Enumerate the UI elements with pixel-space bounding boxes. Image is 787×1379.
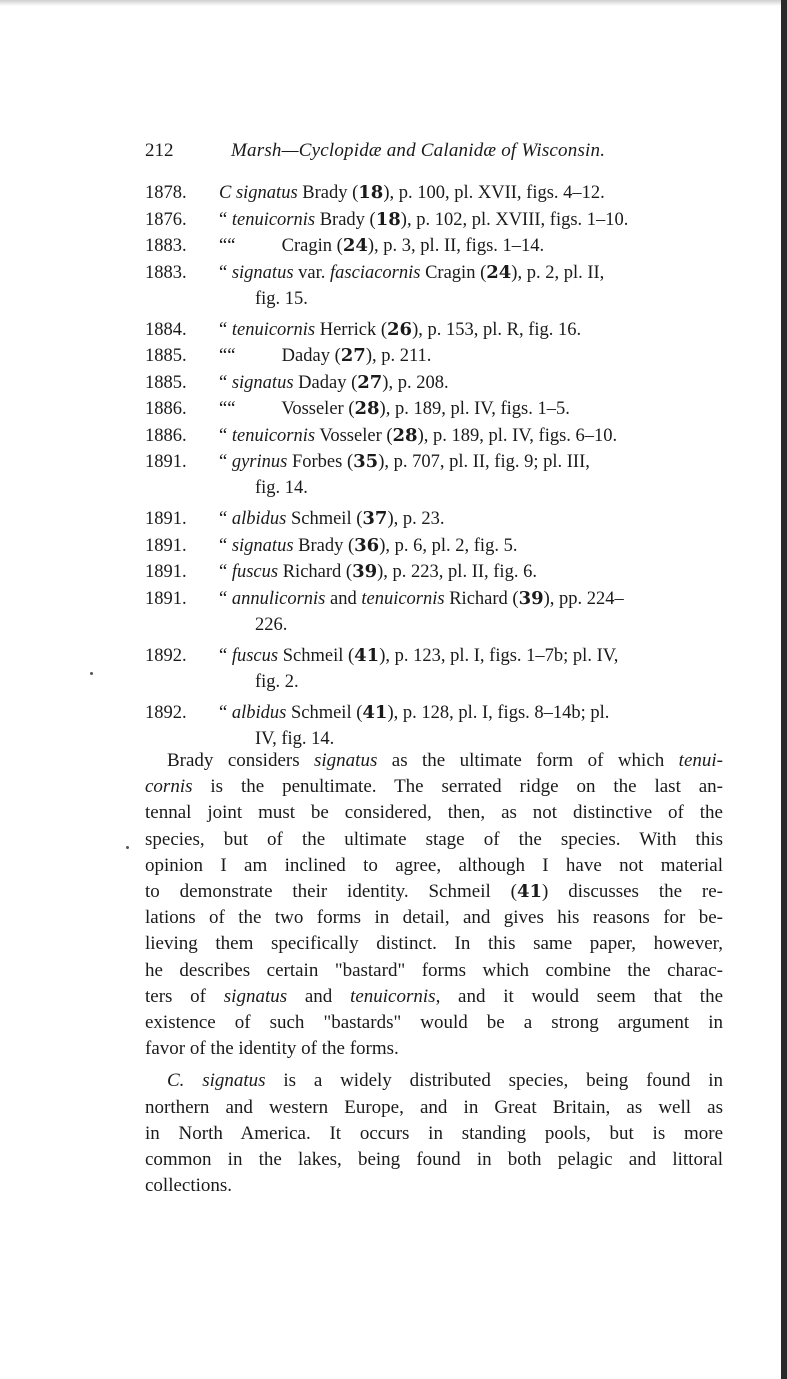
page-top-edge bbox=[0, 0, 787, 6]
entry-year: 1878. bbox=[145, 183, 187, 203]
synonymy-entry bbox=[145, 317, 725, 343]
species-name: signatus bbox=[227, 262, 294, 283]
citation-text: Brady ( bbox=[315, 209, 376, 230]
entry-year: 1885. bbox=[145, 372, 187, 393]
text-line: opinion I am inclined to agree, although I have not material bbox=[145, 854, 723, 876]
entry-citation bbox=[219, 559, 725, 585]
citation-text: var. bbox=[293, 262, 331, 283]
synonymy-entry bbox=[145, 370, 725, 396]
species-name: tenuicornis bbox=[361, 588, 445, 609]
reference-number: 26 bbox=[387, 318, 413, 340]
citation-text: ), p. 223, pl. II, fig. 6. bbox=[377, 562, 537, 582]
entry-continuation: fig. 2. bbox=[255, 671, 299, 692]
entry-citation bbox=[219, 207, 725, 233]
text-line: to demonstrate their identity. Schmeil (41) discusses the re- bbox=[145, 881, 723, 903]
synonymy-entry bbox=[145, 233, 725, 259]
species-name: fuscus bbox=[227, 562, 279, 582]
reference-number: 28 bbox=[354, 398, 380, 419]
synonymy-entry bbox=[145, 643, 725, 695]
entry-year: 1891. bbox=[145, 535, 187, 556]
entry-continuation: fig. 14. bbox=[255, 478, 308, 498]
entry-year: 1891. bbox=[145, 562, 187, 582]
citation-text: ), p. 100, pl. XVII, figs. 4–12. bbox=[383, 183, 605, 203]
synonymy-entry bbox=[145, 180, 725, 206]
entry-citation bbox=[219, 449, 725, 501]
text-line: lations of the two forms in detail, and gives his reasons for be- bbox=[145, 907, 723, 929]
species-name: albidus bbox=[227, 509, 287, 529]
text-line: cornis is the penultimate. The serrated ridge on the last an- bbox=[145, 776, 723, 798]
entry-year: 1885. bbox=[145, 346, 187, 366]
text-line: northern and western Europe, and in Great Britain, as well as bbox=[145, 1096, 723, 1118]
scan-speck bbox=[126, 846, 129, 849]
synonymy-entry bbox=[145, 700, 725, 752]
entry-citation bbox=[219, 533, 725, 559]
citation-text: “ Daday ( bbox=[227, 346, 341, 366]
text-line: he describes certain "bastard" forms which combine the charac- bbox=[145, 959, 723, 981]
ditto-mark: “ bbox=[219, 588, 228, 609]
synonymy-entry bbox=[145, 260, 725, 312]
entry-year: 1876. bbox=[145, 209, 187, 230]
synonymy-entry bbox=[145, 343, 725, 369]
entry-year: 1891. bbox=[145, 509, 187, 529]
entry-year: 1883. bbox=[145, 236, 187, 256]
entry-citation bbox=[219, 506, 725, 532]
species-name: fuscus bbox=[227, 645, 279, 666]
citation-text: “ Vosseler ( bbox=[227, 399, 355, 419]
species-name: signatus bbox=[231, 183, 298, 203]
entry-citation bbox=[219, 643, 725, 695]
text-line: species, but of the ultimate stage of the species. With this bbox=[145, 828, 723, 850]
citation-text: ), p. 189, pl. IV, figs. 6–10. bbox=[417, 425, 618, 446]
citation-text: Forbes ( bbox=[287, 452, 354, 472]
text-line: common in the lakes, being found in both pelagic and littoral bbox=[145, 1149, 723, 1171]
citation-text: ), p. 189, pl. IV, figs. 1–5. bbox=[379, 399, 570, 419]
ditto-mark: “ bbox=[219, 372, 228, 393]
ditto-mark: “ bbox=[219, 509, 228, 529]
citation-text: Daday ( bbox=[293, 372, 358, 393]
paragraph-1 bbox=[145, 748, 723, 1062]
text-line: favor of the identity of the forms. bbox=[145, 1038, 399, 1060]
synonymy-entry bbox=[145, 586, 725, 638]
entry-year: 1886. bbox=[145, 399, 187, 419]
entry-year: 1891. bbox=[145, 452, 187, 472]
citation-text: and bbox=[325, 588, 362, 609]
citation-text: ), p. 2, pl. II, bbox=[511, 262, 605, 283]
citation-text: ), p. 707, pl. II, fig. 9; pl. III, bbox=[378, 452, 590, 472]
citation-text: Schmeil ( bbox=[286, 702, 363, 723]
species-name: albidus bbox=[227, 702, 287, 723]
entry-citation bbox=[219, 700, 725, 752]
text-line: collections. bbox=[145, 1175, 233, 1197]
synonymy-entry bbox=[145, 423, 725, 449]
citation-text: ), p. 153, pl. R, fig. 16. bbox=[412, 319, 582, 340]
reference-number: 27 bbox=[357, 371, 383, 393]
reference-number: 18 bbox=[358, 182, 384, 203]
citation-text: ), p. 6, pl. 2, fig. 5. bbox=[379, 535, 518, 556]
synonymy-entry bbox=[145, 207, 725, 233]
entry-year: 1884. bbox=[145, 319, 187, 340]
entry-year: 1892. bbox=[145, 645, 187, 666]
synonymy-entry bbox=[145, 533, 725, 559]
entry-continuation: fig. 15. bbox=[255, 288, 308, 309]
running-head bbox=[145, 140, 725, 170]
text-line: ters of signatus and tenuicornis, and it would seem that the bbox=[145, 985, 724, 1007]
text-line: Brady considers signatus as the ultimate form of which tenui- bbox=[167, 750, 723, 771]
ditto-mark: “ bbox=[219, 452, 228, 472]
citation-text: “ Cragin ( bbox=[227, 236, 343, 256]
text-line: tennal joint must be considered, then, as not distinctive of the bbox=[145, 802, 723, 824]
species-name: fasciacornis bbox=[330, 262, 421, 283]
reference-number: 28 bbox=[392, 424, 418, 446]
body-text bbox=[145, 748, 723, 1205]
ditto-mark: “ bbox=[219, 236, 228, 256]
species-name: tenuicornis bbox=[227, 209, 316, 230]
ditto-mark: “ bbox=[219, 209, 228, 230]
reference-number: 41 bbox=[354, 644, 380, 666]
entry-citation bbox=[219, 370, 725, 396]
species-name: signatus bbox=[227, 372, 294, 393]
text-line: C. signatus is a widely distributed species, being found in bbox=[167, 1070, 723, 1092]
reference-number: 18 bbox=[375, 208, 401, 230]
ditto-mark: “ bbox=[219, 645, 228, 666]
text-line: existence of such "bastards" would be a strong argument in bbox=[145, 1012, 723, 1034]
reference-number: 35 bbox=[353, 451, 379, 472]
entry-citation bbox=[219, 423, 725, 449]
page-right-edge bbox=[781, 0, 787, 1379]
citation-text: ), p. 102, pl. XVIII, figs. 1–10. bbox=[400, 209, 629, 230]
running-title: Marsh—Cyclopidæ and Calanidæ of Wisconsin. bbox=[231, 140, 606, 161]
reference-number: 24 bbox=[342, 235, 368, 256]
ditto-mark: “ bbox=[219, 562, 228, 582]
citation-text: ), p. 128, pl. I, figs. 8–14b; pl. bbox=[387, 702, 610, 723]
citation-text: Brady ( bbox=[297, 183, 359, 203]
synonymy-entry bbox=[145, 396, 725, 422]
citation-text: ), p. 123, pl. I, figs. 1–7b; pl. IV, bbox=[379, 645, 619, 666]
entry-citation bbox=[219, 260, 725, 312]
ditto-mark: “ bbox=[219, 425, 228, 446]
entry-citation bbox=[219, 396, 725, 422]
synonymy-list bbox=[145, 180, 725, 757]
entry-citation bbox=[219, 343, 725, 369]
species-name: annulicornis bbox=[227, 588, 326, 609]
page-number: 212 bbox=[145, 140, 174, 161]
entry-year: 1892. bbox=[145, 702, 187, 723]
reference-number: 37 bbox=[362, 508, 388, 529]
entry-year: 1883. bbox=[145, 262, 187, 283]
entry-citation bbox=[219, 586, 725, 638]
citation-text: Richard ( bbox=[278, 562, 353, 582]
entry-citation bbox=[219, 180, 725, 206]
ditto-mark: “ bbox=[219, 319, 228, 340]
citation-text: ), pp. 224– bbox=[543, 588, 624, 609]
species-name: tenuicornis bbox=[227, 425, 316, 446]
citation-text: Herrick ( bbox=[315, 319, 387, 340]
ditto-mark: “ bbox=[219, 262, 228, 283]
ditto-mark: C bbox=[219, 183, 232, 203]
scan-speck bbox=[90, 672, 93, 675]
citation-text: Cragin ( bbox=[420, 262, 487, 283]
reference-number: 27 bbox=[340, 345, 366, 366]
ditto-mark: “ bbox=[219, 702, 228, 723]
entry-continuation: 226. bbox=[255, 614, 288, 635]
species-name: signatus bbox=[227, 535, 294, 556]
citation-text: ), p. 23. bbox=[387, 509, 445, 529]
synonymy-entry bbox=[145, 506, 725, 532]
citation-text: Richard ( bbox=[444, 588, 519, 609]
text-line: lieving them specifically distinct. In this same paper, however, bbox=[145, 933, 723, 955]
citation-text: ), p. 3, pl. II, figs. 1–14. bbox=[367, 236, 545, 256]
species-name: gyrinus bbox=[227, 452, 288, 472]
entry-year: 1891. bbox=[145, 588, 187, 609]
reference-number: 36 bbox=[354, 534, 380, 556]
entry-year: 1886. bbox=[145, 425, 187, 446]
synonymy-entry bbox=[145, 559, 725, 585]
entry-citation bbox=[219, 233, 725, 259]
citation-text: Schmeil ( bbox=[278, 645, 355, 666]
synonymy-entry bbox=[145, 449, 725, 501]
ditto-mark: “ bbox=[219, 346, 228, 366]
citation-text: Schmeil ( bbox=[286, 509, 363, 529]
entry-citation bbox=[219, 317, 725, 343]
ditto-mark: “ bbox=[219, 399, 228, 419]
reference-number: 41 bbox=[362, 701, 388, 723]
citation-text: ), p. 208. bbox=[382, 372, 449, 393]
citation-text: Vosseler ( bbox=[315, 425, 393, 446]
reference-number: 39 bbox=[352, 561, 378, 582]
reference-number: 24 bbox=[486, 261, 512, 283]
paragraph-2 bbox=[145, 1068, 723, 1199]
citation-text: Brady ( bbox=[293, 535, 355, 556]
text-line: in North America. It occurs in standing pools, but is more bbox=[145, 1122, 723, 1144]
entry-continuation: IV, fig. 14. bbox=[255, 728, 335, 749]
species-name: tenuicornis bbox=[227, 319, 316, 340]
reference-number: 39 bbox=[518, 587, 544, 609]
citation-text: ), p. 211. bbox=[365, 346, 432, 366]
ditto-mark: “ bbox=[219, 535, 228, 556]
